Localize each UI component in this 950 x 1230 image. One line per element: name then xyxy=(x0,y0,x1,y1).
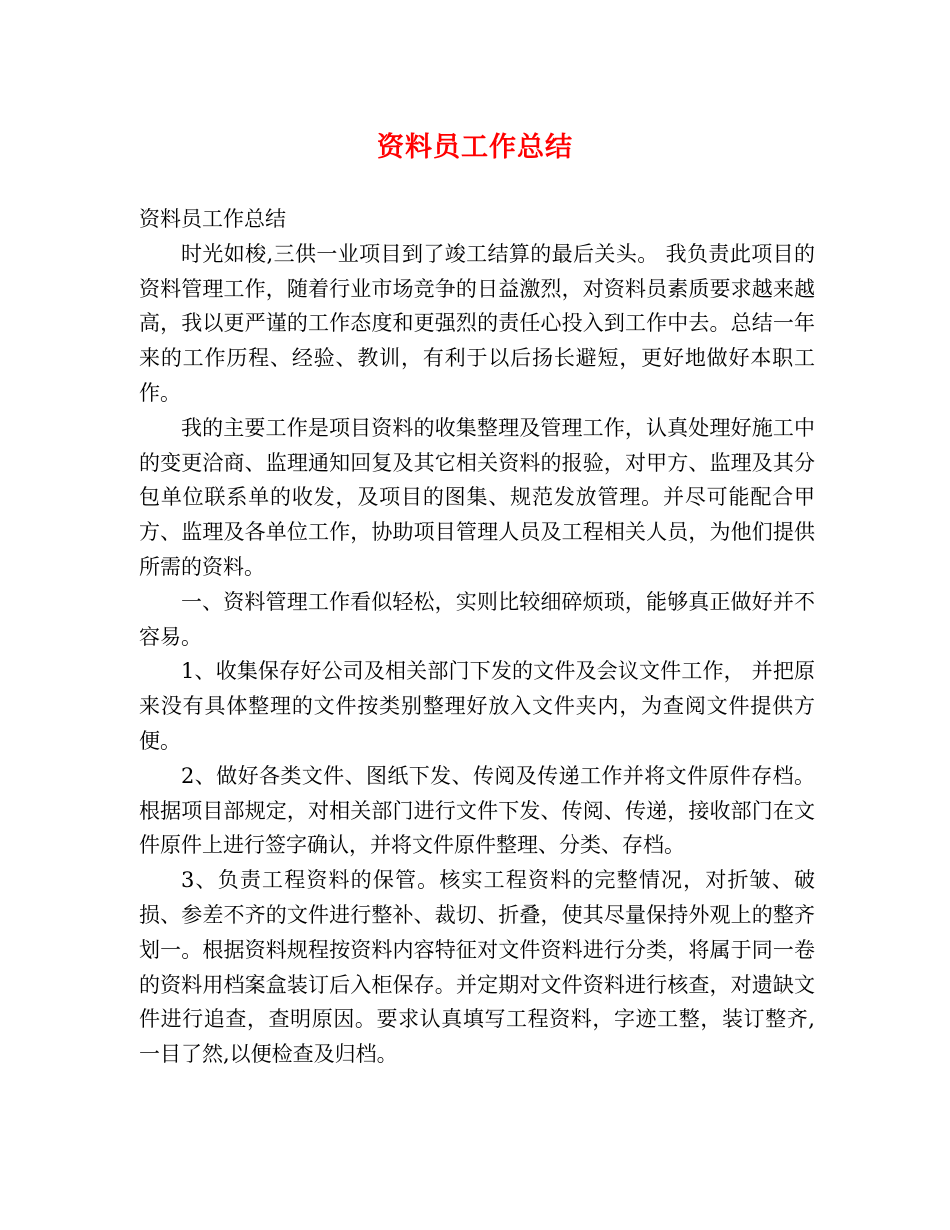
document-body xyxy=(139,202,815,1072)
paragraph-section-one: 一、资料管理工作看似轻松，实则比较细碎烦琐，能够真正做好并不容易。 xyxy=(139,589,815,649)
paragraph-item-2: 2、做好各类文件、图纸下发、传阅及传递工作并将文件原件存档。根据项目部规定，对相关部门进行文件下发、传阅、传递，接收部门在文件原件上进行签字确认，并将文件原件整理、分类、存档。 xyxy=(139,763,815,858)
paragraph-item-3: 3、负责工程资料的保管。核实工程资料的完整情况，对折皱、破损、参差不齐的文件进行整补、裁切、折叠，使其尽量保持外观上的整齐划一。根据资料规程按资料内容特征对文件资料进行分类，将属于同一卷的资料用档案盒装订后入柜保存。并定期对文件资料进行核查，对遗缺文件进行追查，查明原因。要求认真填写工程资料，字迹工整，装订整齐,一目了然,以便检查及归档。 xyxy=(139,868,815,1067)
paragraph-main-work: 我的主要工作是项目资料的收集整理及管理工作，认真处理好施工中的变更洽商、监理通知回复及其它相关资料的报验，对甲方、监理及其分包单位联系单的收发，及项目的图集、规范发放管理。并尽可能配合甲方、监理及各单位工作，协助项目管理人员及工程相关人员，为他们提供所需的资料。 xyxy=(139,415,815,579)
paragraph-intro: 时光如梭,三供一业项目到了竣工结算的最后关头。 我负责此项目的资料管理工作，随着行业市场竞争的日益激烈，对资料员素质要求越来越高，我以更严谨的工作态度和更强烈的责任心投入到工作中去。总结一年来的工作历程、经验、教训，有利于以后扬长避短，更好地做好本职工作。 xyxy=(139,241,815,405)
document-title: 资料员工作总结 xyxy=(377,132,573,163)
paragraph-item-1: 1、收集保存好公司及相关部门下发的文件及会议文件工作， 并把原来没有具体整理的文件按类别整理好放入文件夹内，为查阅文件提供方便。 xyxy=(139,659,815,753)
document-subtitle: 资料员工作总结 xyxy=(139,207,286,231)
